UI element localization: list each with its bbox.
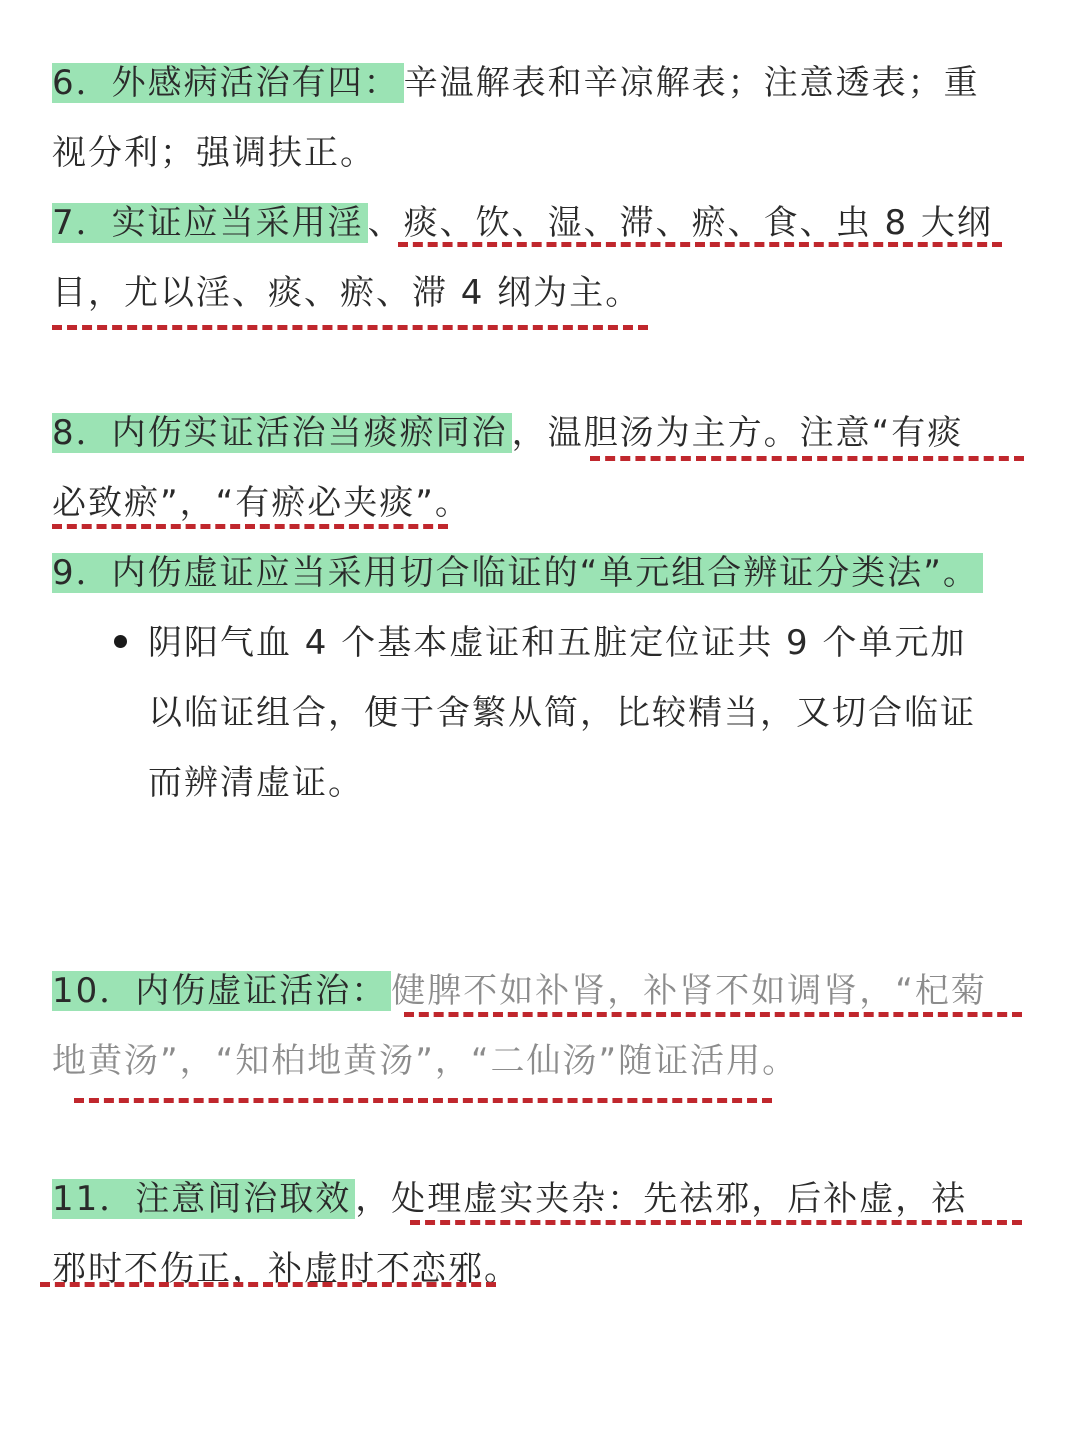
item-6-text: 辛温解表和辛凉解表；注意透表；重 bbox=[403, 63, 980, 103]
item-6-heading: 6．外感病活治有四： bbox=[52, 63, 404, 103]
item-11-underline-2 bbox=[40, 1282, 496, 1287]
item-8-line-2: 必致瘀”，“有瘀必夹痰”。 bbox=[52, 483, 471, 523]
item-7-line-2: 目，尤以淫、痰、瘀、滞 4 纲为主。 bbox=[52, 273, 642, 313]
item-8-underline-2 bbox=[52, 524, 448, 529]
item-9-bullet-line-2: 以临证组合，便于舍繁从简，比较精当，又切合临证 bbox=[148, 693, 976, 733]
item-7-underline-2 bbox=[52, 325, 648, 330]
item-11-heading: 11．注意间治取效 bbox=[52, 1179, 355, 1219]
item-10-line-2: 地黄汤”，“知柏地黄汤”，“二仙汤”随证活用。 bbox=[52, 1041, 799, 1081]
item-8-line-1 bbox=[52, 402, 1032, 464]
item-11-line-2: 邪时不伤正，补虚时不恋邪。 bbox=[52, 1249, 520, 1289]
item-10-underline-2 bbox=[74, 1098, 772, 1103]
item-10-underline-1 bbox=[404, 1012, 1022, 1017]
item-7-underline-1 bbox=[398, 242, 1002, 247]
item-8-heading: 8．内伤实证活治当痰瘀同治 bbox=[52, 413, 512, 453]
item-9-bullet-line-3: 而辨清虚证。 bbox=[148, 763, 364, 803]
item-7-text: 、痰、饮、湿、滞、瘀、食、虫 8 大纲 bbox=[367, 203, 993, 243]
item-9-heading: 9．内伤虚证应当采用切合临证的“单元组合辨证分类法”。 bbox=[52, 553, 983, 593]
bullet-dot bbox=[114, 635, 127, 648]
item-11-text: ，处理虚实夹杂：先祛邪，后补虚，祛 bbox=[355, 1179, 968, 1219]
item-10-heading: 10．内伤虚证活治： bbox=[52, 971, 391, 1011]
item-9-line-1 bbox=[52, 542, 1032, 604]
item-6-line-2: 视分利；强调扶正。 bbox=[52, 133, 376, 173]
item-11-underline-1 bbox=[410, 1220, 1022, 1225]
item-8-text: ，温胆汤为主方。注意“有痰 bbox=[511, 413, 964, 453]
item-10-text: 健脾不如补肾，补肾不如调肾，“杞菊 bbox=[391, 971, 987, 1011]
item-7-heading: 7．实证应当采用淫 bbox=[52, 203, 368, 243]
item-8-underline-1 bbox=[590, 456, 1024, 461]
item-9-bullet-line-1: 阴阳气血 4 个基本虚证和五脏定位证共 9 个单元加 bbox=[148, 623, 967, 663]
item-6-line-1 bbox=[52, 52, 1032, 114]
